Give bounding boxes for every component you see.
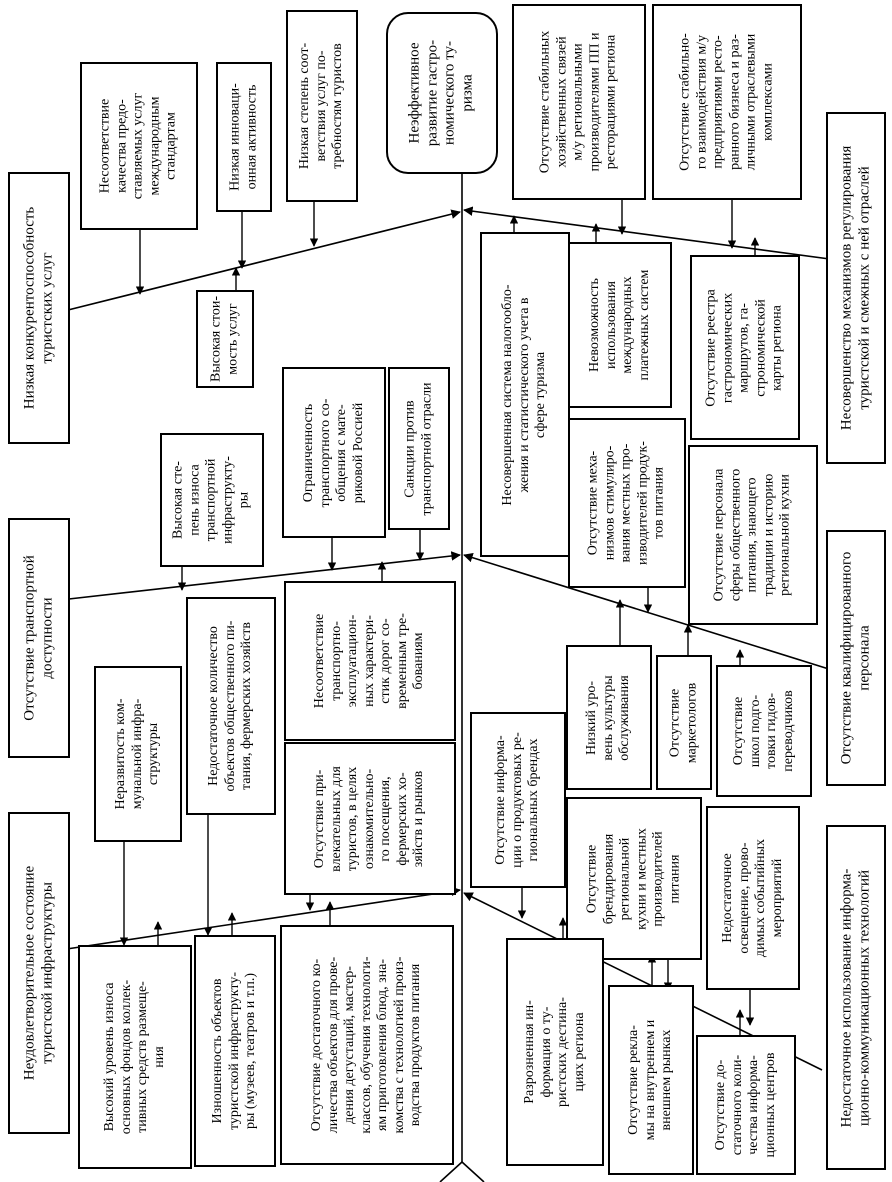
- cause-limited-transport-text: Ограниченность транспортного со- общения с мате- риковой Россией: [300, 398, 366, 507]
- cause-no-guide-schools-text: Отсутствие школ подго- товки гидов- переводчиков: [730, 690, 796, 772]
- category-regulation-text: Несовершенство механизмов регулирования туристской и смежных с ней отраслей: [838, 145, 872, 431]
- category-regulation: [826, 112, 886, 464]
- cause-accommodation-wear-text: Высокий уровень износа основных фондов коллек- тивных средств размеще- ния: [101, 979, 167, 1135]
- cause-no-staff-text: Отсутствие персонала сферы общественного питания, знающего традиции и историю региональной кухни: [711, 468, 793, 602]
- category-competitiveness: [8, 172, 70, 444]
- category-ict-text: Недостаточное использование информа- ционно-коммуникационных технологий: [838, 868, 872, 1127]
- cause-communal: [94, 666, 182, 842]
- cause-low-compliance: [286, 10, 358, 202]
- cause-no-brand-info-text: Отсутствие информа- ции о продуктовых ре- гиональных брендах: [493, 732, 542, 868]
- cause-tasting-lack-text: Отсутствие достаточного ко- личества объектов для прове- дения дегустаций, мастер- классов, обучения технологи- ям приготовления блюд, зна- комства с технологией произ- водства продуктов питания: [309, 956, 424, 1134]
- cause-no-branding: [566, 797, 702, 960]
- cause-no-register-text: Отсутствие реестра гастрономических маршрутов, га- строномической карты региона: [703, 288, 785, 407]
- cause-communal-text: Неразвитость ком- мунальной инфра- структуры: [113, 698, 162, 810]
- cause-low-innovation: [216, 62, 272, 212]
- cause-objects-wear: [194, 935, 276, 1167]
- cause-no-advertising-text: Отсутствие рекла- мы на внутреннем и внешнем рынках: [626, 1019, 675, 1141]
- cause-low-compliance-text: Низкая степень соот- ветствия услуг по- требностям туристов: [297, 42, 346, 170]
- cause-payment-systems-text: Невозможность использования международных платежных систем: [586, 269, 652, 381]
- head-box: [386, 12, 498, 174]
- cause-wear-transport: [160, 433, 264, 567]
- cause-no-advertising: [608, 985, 694, 1175]
- cause-no-register: [690, 255, 800, 440]
- category-ict: [826, 825, 886, 1170]
- cause-attractive-lack-text: Отсутствие при- влекательных для туристов, в целях ознакомительно- го посещения, фермерских хо- зяйств и рынков: [312, 765, 427, 872]
- cause-limited-transport: [282, 367, 386, 538]
- cause-no-marketers: [656, 655, 712, 790]
- cause-low-culture: [566, 645, 652, 790]
- cause-tax-system-text: Несовершенная система налогообло- жения и статистического учета в сфере туризма: [500, 283, 549, 506]
- cause-poor-coverage: [706, 806, 800, 990]
- category-personnel: [826, 530, 886, 786]
- cause-objects-wear-text: Изношенность объектов туристской инфраструкту- ры (музеев, театров и т.п.): [210, 971, 259, 1131]
- cause-wear-transport-text: Высокая сте- пень износа транспортной инфраструкту- ры: [170, 456, 252, 544]
- cause-no-staff: [688, 445, 818, 625]
- cause-no-branding-text: Отсутствие брендирования региональной кухни и местных производителей питания: [584, 827, 683, 930]
- cause-no-links-business: [652, 4, 802, 200]
- category-transport-text: Отсутствие транспортной доступности: [21, 555, 55, 721]
- cause-accommodation-wear: [78, 945, 192, 1169]
- cause-scattered-info-text: Разрозненная ин- формация о ту- ристских дестина- циях региона: [521, 997, 587, 1107]
- cause-sanctions-text: Санкции против транспортной отрасли: [402, 381, 434, 516]
- cause-quality-mismatch-text: Несоответствие качества предо- ставляемых услуг международным стандартам: [97, 92, 179, 200]
- cause-no-info-centers-text: Отсутствие до- статочного коли- чества информа- ционных центров: [712, 1052, 778, 1158]
- spine-tail: [440, 1162, 484, 1182]
- category-infrastructure: [8, 812, 70, 1134]
- cause-no-links-business-text: Отсутствие стабильно- го взаимодействия м/у предприятиями ресто- ранного бизнеса и раз- личными отраслевыми комплексами: [677, 33, 776, 171]
- cause-roads-mismatch-text: Несоответствие транспортно- эксплуатацион- ных характери- стик дорог со- временным тре- бованиям: [312, 613, 427, 709]
- cause-low-innovation-text: Низкая инноваци- онная активность: [227, 83, 259, 191]
- cause-no-links-pp-text: Отсутствие стабильных хозяйственных связей м/у региональными производителями ПП и ресторациями региона: [537, 30, 619, 174]
- cause-no-brand-info: [470, 712, 566, 888]
- cause-catering-lack: [186, 597, 276, 815]
- cause-tax-system: [480, 232, 570, 557]
- cause-high-cost-text: Высокая стои- мость услуг: [208, 296, 240, 383]
- cause-quality-mismatch: [80, 62, 198, 230]
- category-transport: [8, 518, 70, 758]
- category-competitiveness-text: Низкая конкурентоспособность туристских услуг: [21, 206, 55, 410]
- cause-poor-coverage-text: Недостаточное освещение, прово- димых событийных мероприятий: [719, 838, 785, 958]
- cause-no-links-pp: [512, 4, 646, 200]
- cause-catering-lack-text: Недостаточное количество объектов общественного пи- тания, фермерских хозяйств: [206, 620, 255, 792]
- cause-no-guide-schools: [716, 665, 812, 797]
- cause-attractive-lack: [284, 742, 456, 895]
- category-infrastructure-text: Неудовлетворительное состояние туристской инфраструктуры: [21, 865, 55, 1081]
- cause-payment-systems: [568, 242, 672, 408]
- head-text: Неэффективное развитие гастро- номического ту- ризма: [406, 39, 476, 147]
- cause-scattered-info: [506, 938, 604, 1166]
- cause-tasting-lack: [280, 925, 454, 1165]
- cause-no-stimulus: [568, 418, 686, 588]
- cause-roads-mismatch: [284, 581, 456, 741]
- cause-no-stimulus-text: Отсутствие меха- низмов стимулиро- вания местных про- изводителей продук- тов питания: [585, 441, 667, 565]
- cause-low-culture-text: Низкий уро- вень культуры обслуживания: [584, 674, 633, 761]
- cause-no-info-centers: [696, 1035, 796, 1175]
- category-personnel-text: Отсутствие квалифицированного персонала: [838, 551, 872, 765]
- cause-high-cost: [196, 290, 254, 388]
- cause-no-marketers-text: Отсутствие маркетологов: [667, 682, 699, 763]
- cause-sanctions: [388, 367, 450, 530]
